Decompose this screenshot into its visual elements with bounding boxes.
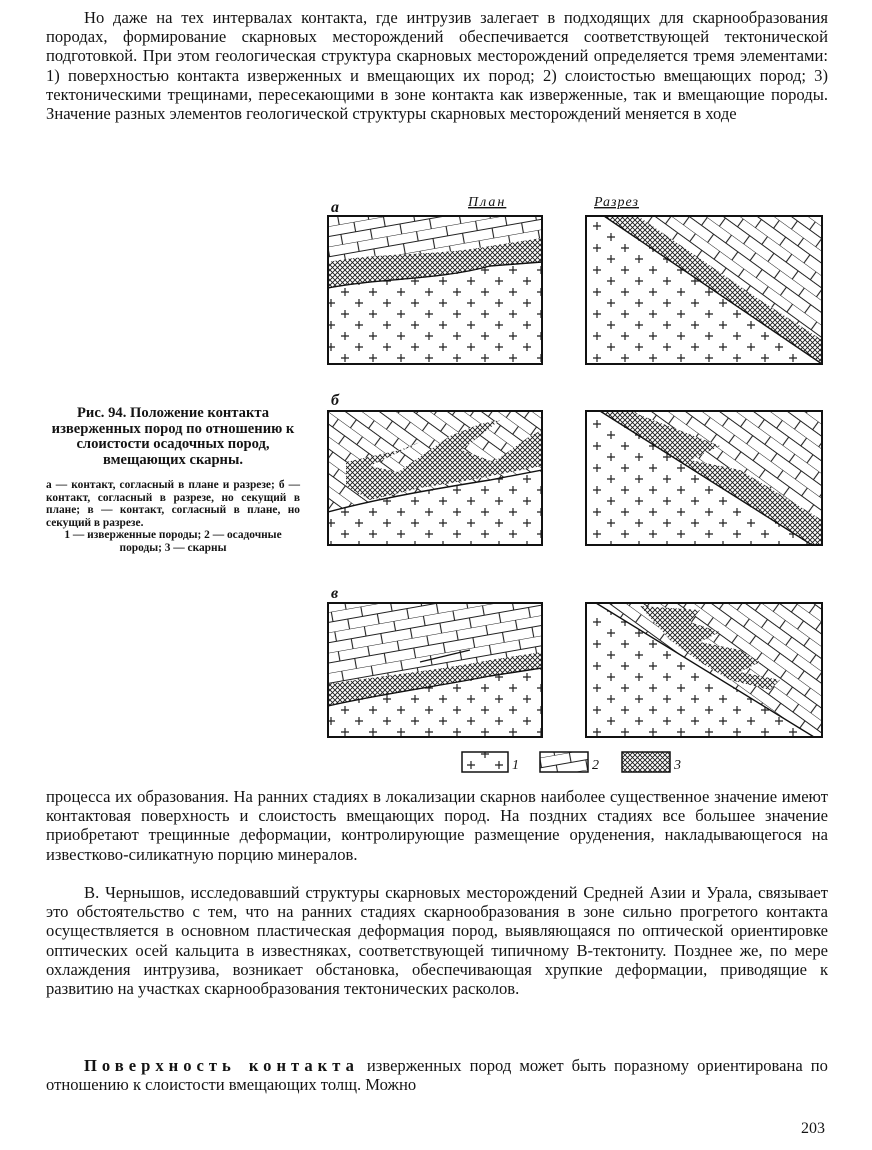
paragraph-2: процесса их образования. На ранних стадиях в локализации скарнов наиболее существенное значение имеют контактовая поверхность и слоистость вмещающих пород. На поздних стадиях все большее значение приобретают трещинные деформации, контролирующие размещение оруденения, накладывающегося на известково-силикатную порцию минералов. — [46, 787, 828, 864]
emphasis-term: Поверхность контакта — [84, 1056, 359, 1075]
panel-v-section — [586, 603, 822, 737]
panel-b-plan — [328, 411, 542, 545]
column-header-plan: План — [468, 195, 507, 210]
legend-number-3: 3 — [674, 758, 681, 773]
panel-v-plan — [328, 603, 542, 737]
figure-legend-text — [46, 479, 300, 555]
legend-item-sedimentary — [540, 752, 599, 773]
panel-b-section — [586, 411, 822, 545]
paragraph-4 — [46, 1056, 828, 1094]
panel-a-plan — [328, 216, 542, 364]
legend-number-1: 1 — [512, 758, 519, 773]
legend-item-skarn — [622, 752, 681, 773]
figure-caption: Рис. 94. Положение контакта изверженных пород по отношению к слоистости осадочных пород, вмещающих скарны. — [51, 405, 295, 468]
paragraph-4-rest: изверженных пород может быть поразному ориентирована по отношению к слоистости вмещающих толщ. Можно — [46, 1056, 828, 1095]
row-letter-v: в — [331, 585, 339, 602]
legend-numbers: 1 — изверженные породы; 2 — осадочные породы; 3 — скарны — [64, 529, 282, 554]
page-number: 203 — [801, 1120, 825, 1137]
legend-item-igneous — [462, 752, 519, 773]
legend-number-2: 2 — [592, 758, 599, 773]
column-header-section: Разрез — [594, 195, 639, 210]
row-letter-b: б — [331, 392, 339, 409]
legend-explanation: а — контакт, согласный в плане и разрезе; б — контакт, согласный в разрезе, но секущий в плане; в — контакт, согласный в плане, но секущий в разрезе. — [46, 479, 300, 529]
row-letter-a: а — [331, 199, 339, 216]
paragraph-1: Но даже на тех интервалах контакта, где интрузив залегает в подходящих для скарнообразования породах, формирование скарновых месторождений обеспечивается соответствующей тектонической подготовкой. При этом геологическая структура скарновых месторождений определяется тремя элементами: 1) поверхностью контакта изверженных и вмещающих их пород; 2) слоистостью вмещающих пород; 3) тектоническими трещинами, пересекающими в зоне контакта как изверженные, так и вмещающие породы. Значение разных элементов геологической структуры скарновых месторождений меняется в ходе — [46, 8, 828, 124]
paragraph-3: В. Чернышов, исследовавший структуры скарновых месторождений Средней Азии и Урала, связывает это обстоятельство с тем, что на ранних стадиях скарнообразования в зоне сильно прогретого контакта осуществляется в основном пластическая деформация пород, выявляющаяся по оптической ориентировке оптических осей кальцита в известняках, соответствующей типичному В-тектониту. Позднее же, по мере охлаждения интрузива, возникает обстановка, обеспечивающая хрупкие деформации, приводящие к развитию на участках скарнообразования тектонических расколов. — [46, 883, 828, 999]
panel-a-section — [586, 216, 822, 364]
